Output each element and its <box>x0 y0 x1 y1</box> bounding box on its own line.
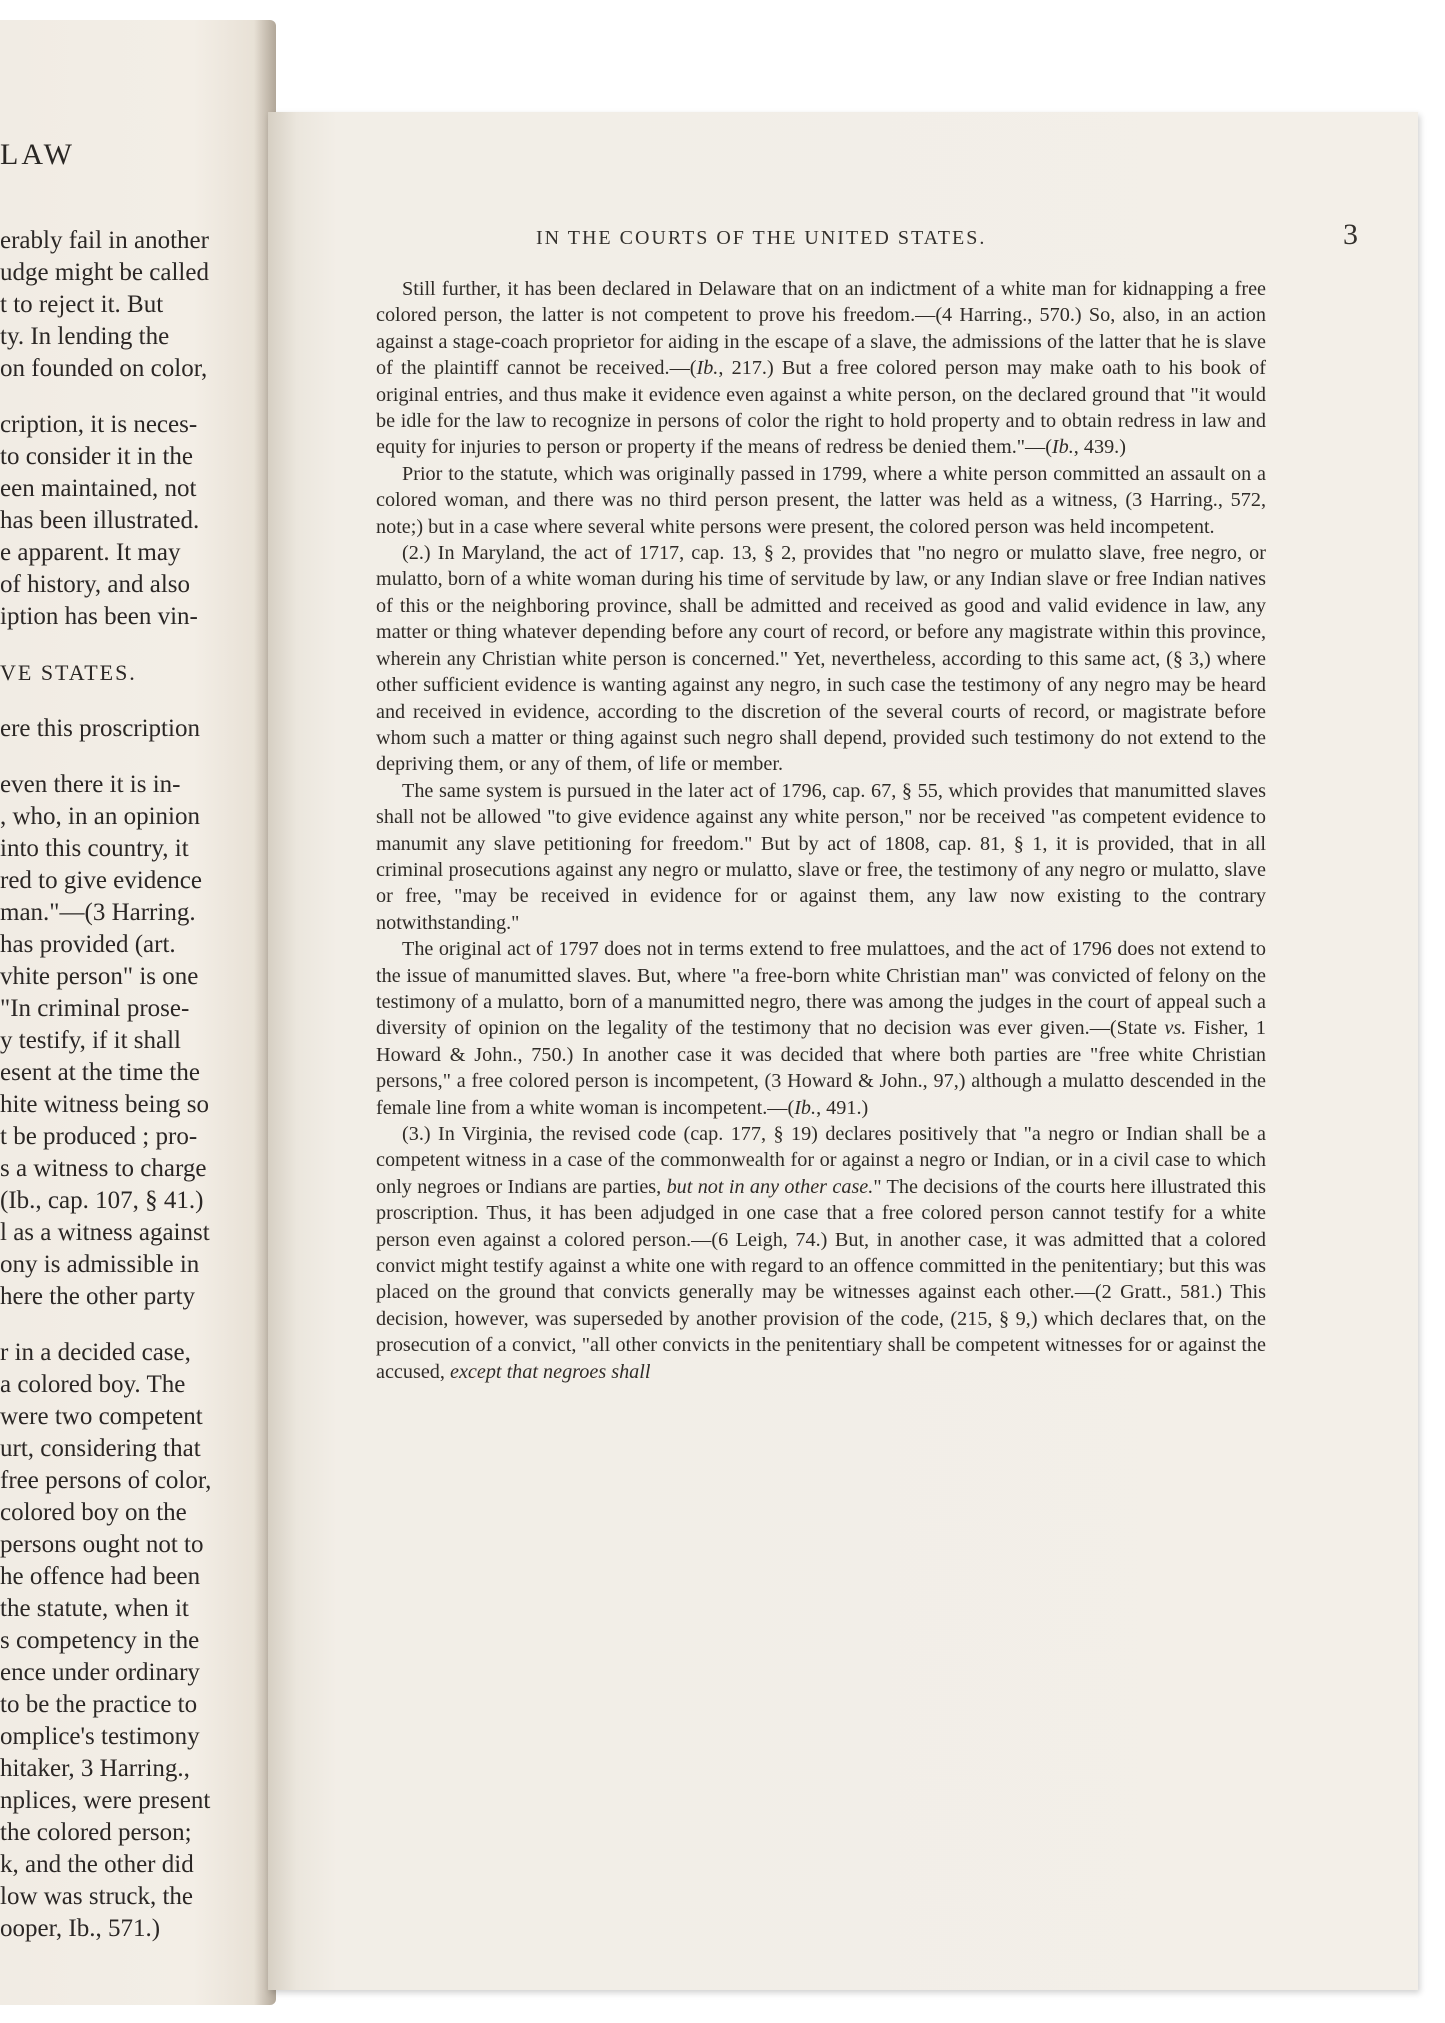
left-text-line: r in a decided case, <box>0 1339 191 1366</box>
left-text-line: ere this proscription <box>0 715 200 742</box>
left-text-line: persons ought not to <box>0 1531 204 1558</box>
left-text-line: , who, in an opinion <box>0 803 200 830</box>
left-text-line: omplice's testimony <box>0 1723 200 1750</box>
italic-text: except that negroes shall <box>449 1360 651 1383</box>
left-text-line: he offence had been <box>0 1563 201 1590</box>
left-text-line: udge might be called <box>0 259 209 286</box>
left-text-line: ty. In lending the <box>0 323 170 350</box>
left-text-line: s competency in the <box>0 1627 200 1654</box>
left-text-line: vhite person" is one <box>0 963 199 990</box>
left-text-line: colored boy on the <box>0 1499 187 1526</box>
left-text-line: to be the practice to <box>0 1691 198 1718</box>
left-text-line: on founded on color, <box>0 355 208 382</box>
left-text-line: urt, considering that <box>0 1435 201 1462</box>
left-text-line: has been illustrated. <box>0 507 200 534</box>
left-text-line: e apparent. It may <box>0 539 181 566</box>
left-text-line: ence under ordinary <box>0 1659 200 1686</box>
italic-text: Ib. <box>696 357 719 380</box>
left-text-line: ony is admissible in <box>0 1251 200 1278</box>
left-section-heading: VE STATES. <box>0 660 137 685</box>
left-text-line: a colored boy. The <box>0 1371 186 1398</box>
left-text-line: hitaker, 3 Harring., <box>0 1755 190 1782</box>
left-text-line: ooper, Ib., 571.) <box>0 1915 161 1942</box>
left-page <box>0 20 276 2005</box>
left-text-line: of history, and also <box>0 571 191 598</box>
text-run: Still further, it has been declared in Delaware that on an indictment of a white man for kidnapping a free colored person, the latter is not competent to prove his freedom.—(4 Harring., 570.) So, also, in an action against a stage-coach proprietor for aiding in the escape of a slave, the admissions of the latter that he is slave of the plaintiff cannot be received.—( <box>376 278 1266 380</box>
left-text-line: k, and the other did <box>0 1851 194 1878</box>
left-text-line: esent at the time the <box>0 1059 200 1086</box>
left-text-line: "In criminal prose- <box>0 995 190 1022</box>
left-text-line: hite witness being so <box>0 1091 210 1118</box>
text-run: , 491.) <box>816 1096 869 1119</box>
italic-text: Ib. <box>794 1096 817 1119</box>
left-text-line: to consider it in the <box>0 443 194 470</box>
line-gap <box>0 633 250 657</box>
left-text-line: the statute, when it <box>0 1595 189 1622</box>
left-text-line: cription, it is neces- <box>0 411 198 438</box>
left-text-line: s a witness to charge <box>0 1155 207 1182</box>
left-text-line: man."—(3 Harring. <box>0 899 196 926</box>
running-head-title: IN THE COURTS OF THE UNITED STATES. <box>536 227 987 249</box>
line-gap <box>0 689 250 713</box>
paragraph <box>376 276 1266 461</box>
text-run: , 217.) But a free colored person may make oath to his book of original entries, and thus make it evidence even against a white person, on the declared ground that "it would be idle for the law to recognize in persons of color the right to hold property and to obtain redress in law and equity for injuries to person or property if the means of redress be denied them."—( <box>376 357 1266 459</box>
text-run: The same system is pursued in the later act of 1796, cap. 67, § 55, which provides that manumitted slaves shall not be allowed "to give evidence against any white person," nor be received "as competent evidence to manumit any slave petitioning for freedom." But by act of 1808, cap. 81, § 1, it is provided, that in all criminal prosecutions against any negro or mulatto, slave or free, the testimony of any negro or mulatto, slave or free, "may be received in evidence for or against them, any law now existing to the contrary notwithstanding." <box>376 779 1266 934</box>
right-page <box>268 112 1418 1990</box>
left-text-line: l as a witness against <box>0 1219 210 1246</box>
italic-text: but not in any other case. <box>666 1175 874 1198</box>
italic-text: vs. <box>1164 1017 1187 1040</box>
text-run: Prior to the statute, which was originally passed in 1799, where a white person committed an assault on a colored woman, and there was no third person present, the latter was held as a witness, (3 Harring., 572, note;) but in a case where several white persons were present, the colored person was held incompetent. <box>376 462 1266 538</box>
left-text-line: low was struck, the <box>0 1883 194 1910</box>
text-run: (2.) In Maryland, the act of 1717, cap. 13, § 2, provides that "no negro or mulatto slave, free negro, or mulatto, born of a white woman during his time of servitude by law, or any Indian slave or free Indian natives of this or the neighboring province, shall be admitted and received as good and valid evidence in law, any matter or thing whatever depending before any court of record, or before any magistrate within this province, wherein any Christian white person is concerned." Yet, nevertheless, according to this same act, (§ 3,) where other sufficient evidence is wanting against any negro, in such case the testimony of any negro may be heard and received in evidence, according to the discretion of the several courts of record, or magistrate before whom such a matter or thing against such negro shall depend, provided such testimony do not extend to the depriving them, or any of them, of life or member. <box>376 542 1266 776</box>
left-text-line: y testify, if it shall <box>0 1027 181 1054</box>
line-gap <box>0 745 250 769</box>
text-run: The original act of 1797 does not in terms extend to free mulattoes, and the act of 1796 does not extend to the issue of manumitted slaves. But, where "a free-born white Christian man" was convicted of felony on the testimony of a mulatto, born of a manumitted negro, there was among the judges in the court of appeal such a diversity of opinion on the legality of the testimony that no decision was ever given.—(State <box>376 938 1266 1040</box>
page-number: 3 <box>1343 218 1358 251</box>
text-run: Fisher, 1 Howard & John., 750.) In another case it was decided that where both parties are "free white Christian persons," a free colored person is incompetent, (3 Howard & John., 97,) although a mulatto descended in the female line from a white woman is incompetent.—( <box>376 1017 1266 1119</box>
left-running-head: LAW <box>0 138 75 171</box>
left-text-line: iption has been vin- <box>0 603 198 630</box>
paragraph <box>376 936 1266 1121</box>
text-run: (3.) In Virginia, the revised code (cap. 177, § 19) declares positively that "a negro or Indian shall be a competent witness in a case of the commonwealth for or against a negro or Indian, or in a civil case to which only negroes or Indians are parties, <box>376 1123 1266 1198</box>
paragraph <box>376 461 1266 540</box>
line-gap <box>0 1313 250 1337</box>
left-text-line: into this country, it <box>0 835 189 862</box>
left-text-line: were two competent <box>0 1403 203 1430</box>
italic-text: Ib. <box>1051 436 1074 459</box>
body-text <box>376 276 1266 1385</box>
left-text-line: t be produced ; pro- <box>0 1123 198 1150</box>
left-text-line: the colored person; <box>0 1819 192 1846</box>
left-text-line: red to give evidence <box>0 867 202 894</box>
paragraph <box>376 778 1266 936</box>
left-text-line: nplices, were present <box>0 1787 211 1814</box>
paragraph <box>376 540 1266 778</box>
running-head <box>536 218 1358 252</box>
left-text-line: has provided (art. <box>0 931 176 958</box>
text-run: , 439.) <box>1073 436 1126 459</box>
left-page-text <box>0 225 250 1945</box>
paragraph <box>376 1121 1266 1385</box>
left-text-line: t to reject it. But <box>0 291 164 318</box>
left-text-line: free persons of color, <box>0 1467 212 1494</box>
left-text-line: een maintained, not <box>0 475 197 502</box>
left-text-line: here the other party <box>0 1283 196 1310</box>
text-run: " The decisions of the courts here illustrated this proscription. Thus, it has been adjudged in one case that a free colored person cannot testify for a white person even against a colored person.—(6 Leigh, 74.) But, in another case, it was admitted that a colored convict might testify against a white one with regard to an offence committed in the penitentiary; but this was placed on the ground that convicts generally may be witnesses against each other.—(2 Gratt., 581.) This decision, however, was superseded by another provision of the code, (215, § 9,) which declares that, on the prosecution of a convict, "all other convicts in the penitentiary shall be competent witnesses for or against the accused, <box>376 1175 1266 1383</box>
left-text-line: even there it is in- <box>0 771 181 798</box>
left-text-line: erably fail in another <box>0 227 209 254</box>
left-text-line: (Ib., cap. 107, § 41.) <box>0 1187 204 1214</box>
line-gap <box>0 385 250 409</box>
